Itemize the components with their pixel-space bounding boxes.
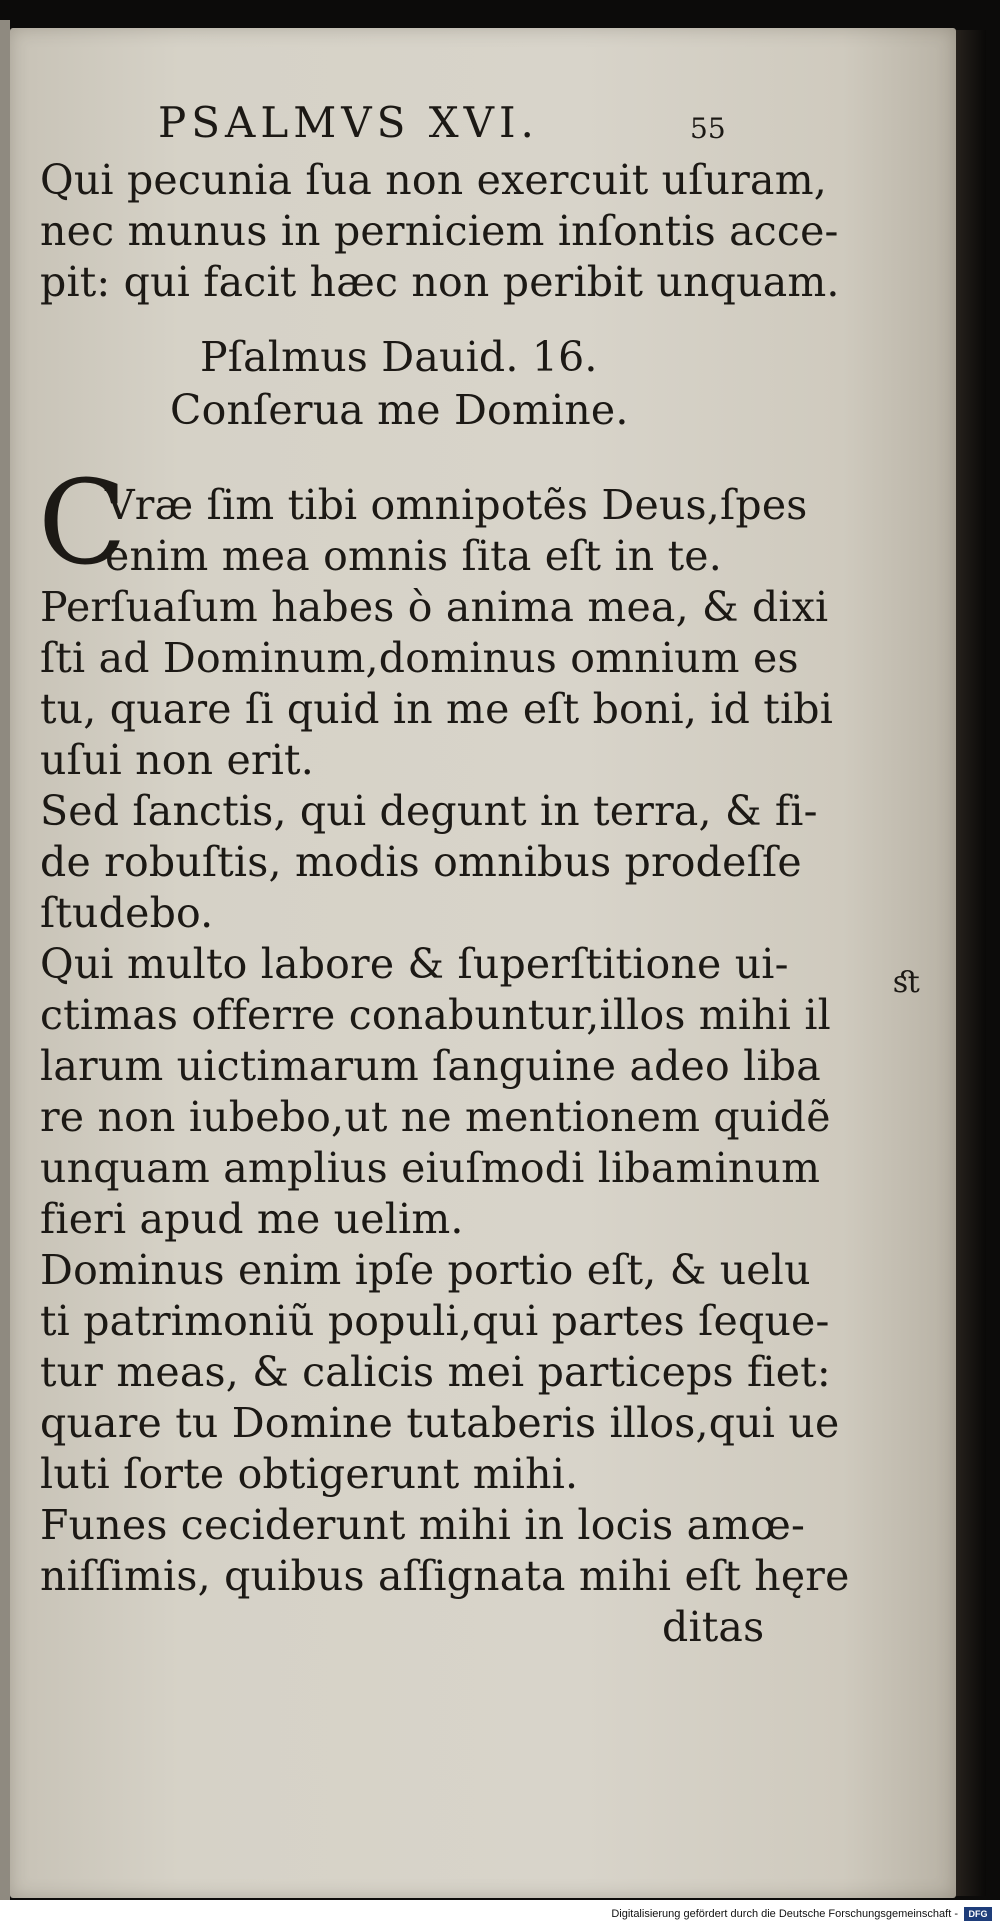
text-line: Qui multo labore & ſuperſtitione ui- [40, 940, 789, 988]
drop-cap-initial: C [38, 456, 127, 591]
psalm-heading: Pſalmus Dauid. 16. [200, 333, 598, 381]
running-title: PSALMVS XVI. [158, 98, 539, 147]
text-line: ti patrimoniũ populi,qui partes ſeque- [40, 1297, 830, 1345]
text-line: uſui non erit. [40, 736, 314, 784]
text-line: tu, quare ſi quid in me eſt boni, id tibi [40, 685, 834, 733]
text-line: de robuſtis, modis omnibus prodeſſe [40, 838, 802, 886]
text-line: Dominus enim ipſe portio eſt, & uelu [40, 1246, 811, 1294]
scan-left-strip [0, 20, 10, 1900]
dfg-logo: DFG [964, 1907, 992, 1921]
text-line: re non iubebo,ut ne mentionem quidẽ [40, 1093, 831, 1141]
text-line: Sed ſanctis, qui degunt in terra, & fi- [40, 787, 818, 835]
text-line: quare tu Domine tutaberis illos,qui ue [40, 1399, 840, 1447]
text-line: enim mea omnis ſita eſt in te. [105, 532, 722, 580]
text-line: ctimas offerre conabuntur,illos mihi il [40, 991, 831, 1039]
text-line: Vræ ſim tibi omnipotẽs Deus,ſpes [105, 481, 808, 529]
text-line: ſti ad Dominum,dominus omnium es [40, 634, 799, 682]
text-line: Perſuaſum habes ò anima mea, & dixi [40, 583, 829, 631]
text-line: unquam amplius eiuſmodi libaminum [40, 1144, 821, 1192]
text-line: ſtudebo. [40, 889, 214, 937]
text-line: tur meas, & calicis mei particeps fiet: [40, 1348, 831, 1396]
text-line: luti ſorte obtigerunt mihi. [40, 1450, 579, 1498]
catchword: ditas [662, 1603, 765, 1651]
funding-credit: Digitalisierung gefördert durch die Deutsche Forschungsgemeinschaft - [611, 1908, 958, 1920]
digitization-footer [0, 1900, 1000, 1929]
text-line: nec munus in perniciem inſontis acce- [40, 207, 839, 255]
page-edge-shadow [956, 30, 986, 1896]
text-line: niſſimis, quibus aſſignata mihi eſt hęre [40, 1552, 850, 1600]
marginal-mark: ﬆ [893, 965, 921, 1000]
text-line: Qui pecunia ſua non exercuit uſuram, [40, 156, 828, 204]
psalm-incipit: Conſerua me Domine. [170, 386, 629, 434]
folio-number: 55 [690, 112, 726, 145]
text-line: fieri apud me uelim. [40, 1195, 464, 1243]
text-line: Funes ceciderunt mihi in locis amœ- [40, 1501, 806, 1549]
text-line: pit: qui facit hæc non peribit unquam. [40, 258, 840, 306]
text-line: larum uictimarum ſanguine adeo liba [40, 1042, 821, 1090]
